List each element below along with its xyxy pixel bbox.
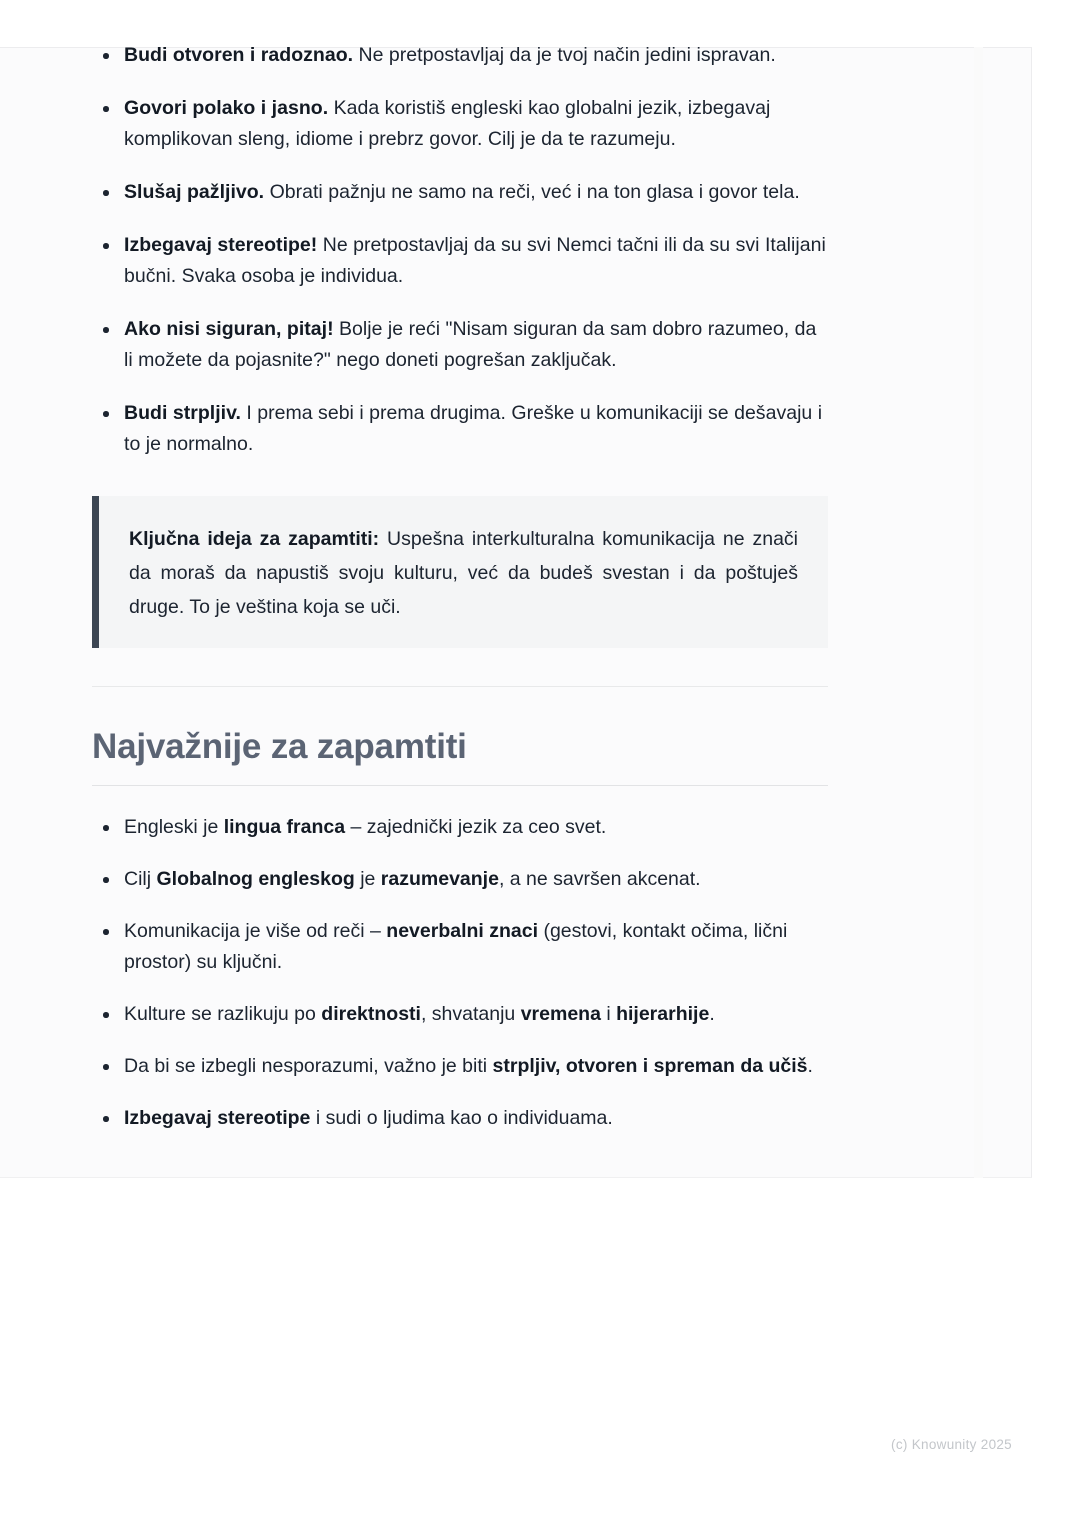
document-content — [92, 40, 828, 1134]
list-item-text: . — [807, 1055, 813, 1077]
list-item-lead: Slušaj pažljivo. — [124, 181, 265, 203]
list-item — [92, 314, 828, 376]
list-item — [92, 230, 828, 292]
list-item — [92, 40, 828, 71]
tips-bullet-list — [92, 40, 828, 460]
summary-bullet-list — [92, 812, 828, 1134]
key-idea-callout-body: Uspešna interkulturalna komunikacija ne znači da moraš da napustiš svoju kulturu, već da budeš svestan i da poštuješ druge. To je veština koja se uči. — [129, 528, 798, 618]
list-item — [92, 864, 828, 895]
list-item-emphasis: neverbalni znaci — [386, 920, 539, 942]
list-item-emphasis: vremena — [520, 1003, 601, 1025]
page-title: Najvažnije za zapamtiti — [92, 727, 467, 766]
list-item-emphasis: direktnosti — [321, 1003, 421, 1025]
list-item — [92, 812, 828, 843]
list-item-text: Da bi se izbegli nesporazumi, važno je biti — [124, 1055, 493, 1077]
list-item-text: , a ne savršen akcenat. — [498, 868, 701, 890]
list-item-text: je — [354, 868, 381, 890]
list-item-text: i sudi o ljudima kao o individuama. — [310, 1107, 613, 1129]
list-item-lead: Budi otvoren i radoznao. — [124, 44, 354, 66]
list-item — [92, 177, 828, 208]
key-idea-callout-text — [129, 522, 798, 624]
list-item — [92, 1103, 828, 1134]
list-item — [92, 1051, 828, 1082]
list-item-emphasis: hijerarhije — [616, 1003, 710, 1025]
list-item-text: Cilj — [124, 868, 157, 890]
list-item-lead: Izbegavaj stereotipe! — [124, 234, 318, 256]
list-item-text: (gestovi, kontakt očima, lični prostor) su ključni. — [124, 920, 788, 973]
list-item-body: I prema sebi i prema drugima. Greške u komunikaciji se dešavaju i to je normalno. — [124, 402, 823, 455]
list-item-lead: Budi strpljiv. — [124, 402, 241, 424]
footer-copyright: (c) Knowunity 2025 — [891, 1437, 1012, 1452]
list-item — [92, 999, 828, 1030]
key-idea-callout-lead: Ključna ideja za zapamtiti: — [129, 528, 380, 550]
list-item-lead: Govori polako i jasno. — [124, 97, 329, 119]
key-idea-callout — [92, 496, 828, 648]
list-item-emphasis: Izbegavaj stereotipe — [124, 1107, 311, 1129]
list-item-text: Engleski je — [124, 816, 224, 838]
list-item-lead: Ako nisi siguran, pitaj! — [124, 318, 334, 340]
list-item-emphasis: strpljiv, otvoren i spreman da učiš — [492, 1055, 808, 1077]
list-item-emphasis: Globalnog engleskog — [156, 868, 355, 890]
vertical-scrollbar-track[interactable] — [974, 47, 983, 1178]
list-item-body: Obrati pažnju ne samo na reči, već i na ton glasa i govor tela. — [264, 181, 800, 203]
list-item-text: , shvatanju — [420, 1003, 521, 1025]
list-item — [92, 398, 828, 460]
list-item-emphasis: lingua franca — [223, 816, 346, 838]
list-item-text: – zajednički jezik za ceo svet. — [345, 816, 607, 838]
list-item — [92, 916, 828, 978]
list-item-text: . — [709, 1003, 715, 1025]
list-item-body: Ne pretpostavljaj da je tvoj način jedini ispravan. — [353, 44, 776, 66]
list-item-text: i — [600, 1003, 617, 1025]
list-item-body: Ne pretpostavljaj da su svi Nemci tačni ili da su svi Italijani bučni. Svaka osoba je individua. — [124, 234, 826, 287]
list-item-text: Kulture se razlikuju po — [124, 1003, 322, 1025]
section-divider — [92, 686, 828, 687]
list-item — [92, 93, 828, 155]
list-item-body: Kada koristiš engleski kao globalni jezik, izbegavaj komplikovan sleng, idiome i prebrz govor. Cilj je da te razumeju. — [124, 97, 771, 150]
list-item-emphasis: razumevanje — [380, 868, 499, 890]
list-item-body: Bolje je reći "Nisam siguran da sam dobro razumeo, da li možete da pojasnite?" nego doneti pogrešan zaključak. — [124, 318, 817, 371]
list-item-text: Komunikacija je više od reči – — [124, 920, 387, 942]
section-title-underline — [92, 785, 828, 786]
